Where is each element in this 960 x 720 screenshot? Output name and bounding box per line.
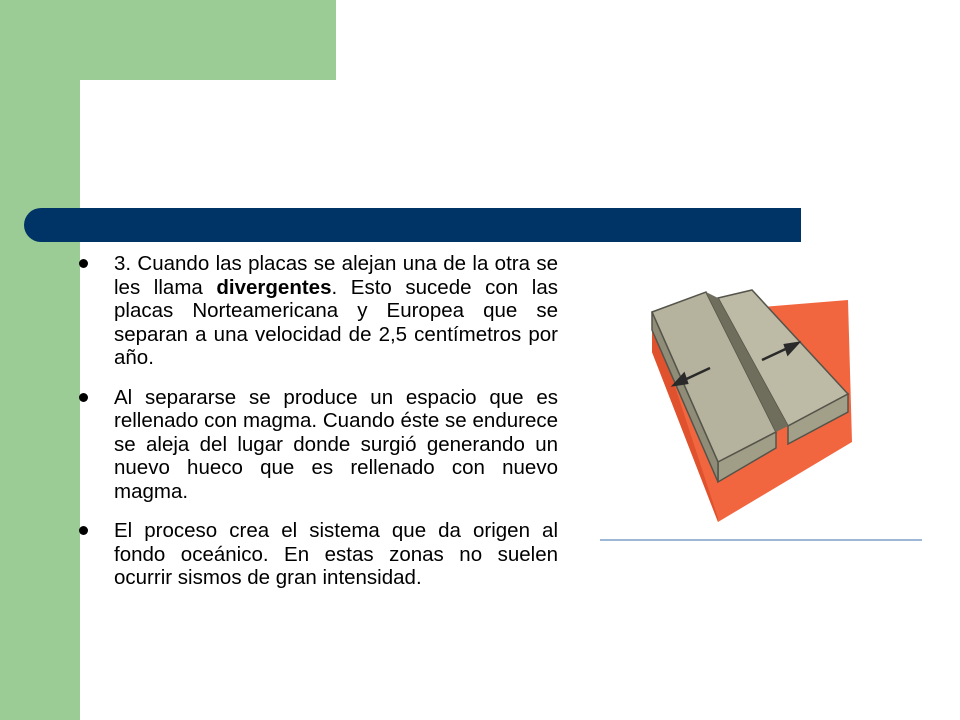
bullet-text: El proceso crea el sistema que da origen al fondo oceánico. En estas zonas no suelen ocurrir sismos de gran intensidad. <box>114 519 558 589</box>
green-top-decoration <box>0 0 336 80</box>
bullet-item-divergent <box>78 252 558 370</box>
keyword-divergentes: divergentes <box>216 275 332 299</box>
bullet-text: Al separarse se produce un espacio que es rellenado con magma. Cuando éste se endurece se aleja del lugar donde surgió generando un nuevo hueco que es rellenado con nuevo magma. <box>114 385 558 503</box>
bullet-dot-icon <box>79 259 88 268</box>
bullet-dot-icon <box>79 526 88 535</box>
bullet-text-rest: . Esto sucede con las placas Norteamericana y Europea que se separan a una velocidad de 2,5 centímetros por año. <box>114 275 558 369</box>
green-sidebar-decoration <box>0 0 80 720</box>
title-bar <box>24 208 801 242</box>
bullet-item-magma <box>78 386 558 504</box>
divergent-plates-illustration <box>600 282 922 544</box>
divergent-plates-figure <box>600 282 922 544</box>
bullet-list <box>78 252 558 606</box>
bullet-dot-icon <box>79 393 88 402</box>
bullet-item-ocean-floor <box>78 519 558 590</box>
rounded-corner-decoration <box>80 80 160 160</box>
bullet-text-intro: 3. Cuando las placas se alejan una de la otra se les llama <box>114 252 558 299</box>
